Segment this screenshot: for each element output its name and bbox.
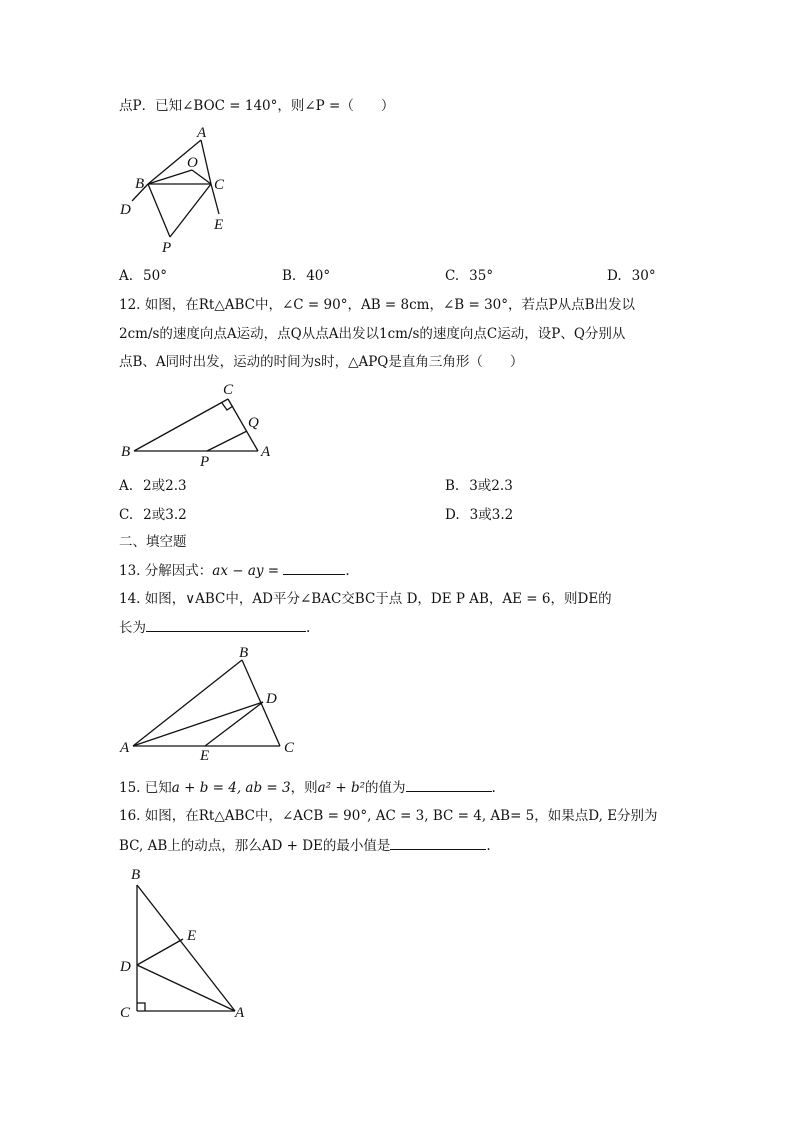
q11-label-o: O xyxy=(187,155,198,171)
q11-option-a[interactable]: A. 50° xyxy=(119,268,167,284)
q12-option-d[interactable]: D. 3或3.2 xyxy=(445,507,514,523)
q11-label-p: P xyxy=(162,240,172,256)
q12-stem-line1: 12. 如图，在Rt△ABC中，∠C = 90°，AB = 8cm，∠B = 30°，若点P从点B出发以 xyxy=(119,297,636,313)
q14-label-b: B xyxy=(239,645,249,661)
q16-stem-line2: BC, AB上的动点，那么AD + DE的最小值是 . xyxy=(119,835,491,856)
q14-label-d: D xyxy=(266,691,277,707)
q11-option-d[interactable]: D. 30° xyxy=(607,268,656,284)
q12-option-c[interactable]: C. 2或3.2 xyxy=(119,507,187,523)
q12-label-a: A xyxy=(261,444,271,460)
q14-stem-line1: 14. 如图，∨ABC中，AD平分∠BAC交BC于点 D，DE P AB，AE = 6，则DE的 xyxy=(119,591,612,607)
q11-option-c[interactable]: C. 35° xyxy=(445,268,494,284)
q12-option-b[interactable]: B. 3或2.3 xyxy=(445,478,513,494)
q14-stem-line2: 长为 . xyxy=(119,617,310,638)
q14-label-c: C xyxy=(284,740,295,756)
q11-label-d: D xyxy=(120,202,131,218)
q16-label-d: D xyxy=(120,959,131,975)
q12-option-a[interactable]: A. 2或2.3 xyxy=(119,478,187,494)
q16-label-e: E xyxy=(187,928,197,944)
q16-stem-line1: 16. 如图，在Rt△ABC中，∠ACB = 90°, AC = 3, BC = 4, AB= 5，如果点D, E分别为 xyxy=(119,808,658,824)
q11-stem: 点P．已知∠BOC = 140°，则∠P =（ ） xyxy=(119,98,395,114)
q16-label-b: B xyxy=(131,867,141,883)
q12-label-b: B xyxy=(121,444,131,460)
q13-line: 13. 分解因式：ax − ay = . xyxy=(119,560,350,581)
section-title: 二、填空题 xyxy=(119,534,187,550)
q14-label-a: A xyxy=(120,740,130,756)
q11-label-c: C xyxy=(214,177,225,193)
q11-label-e: E xyxy=(214,217,224,233)
q11-label-a: A xyxy=(197,125,207,141)
q14-label-e: E xyxy=(200,748,210,764)
q12-label-c: C xyxy=(223,382,234,398)
q11-label-b: B xyxy=(135,176,145,192)
q15-line: 15. 已知a + b = 4, ab = 3，则a² + b²的值为 . xyxy=(119,777,496,798)
q12-stem-line2: 2cm/s的速度向点A运动，点Q从点A出发以1cm/s的速度向点C运动，设P、Q分别从 xyxy=(119,326,626,342)
q12-stem-line3: 点B、A同时出发，运动的时间为s时，△APQ是直角三角形（ ） xyxy=(119,354,524,370)
q12-label-p: P xyxy=(200,454,210,470)
q12-label-q: Q xyxy=(248,415,259,431)
q16-label-a: A xyxy=(235,1005,245,1021)
q11-option-b[interactable]: B. 40° xyxy=(282,268,331,284)
q16-label-c: C xyxy=(120,1005,131,1021)
